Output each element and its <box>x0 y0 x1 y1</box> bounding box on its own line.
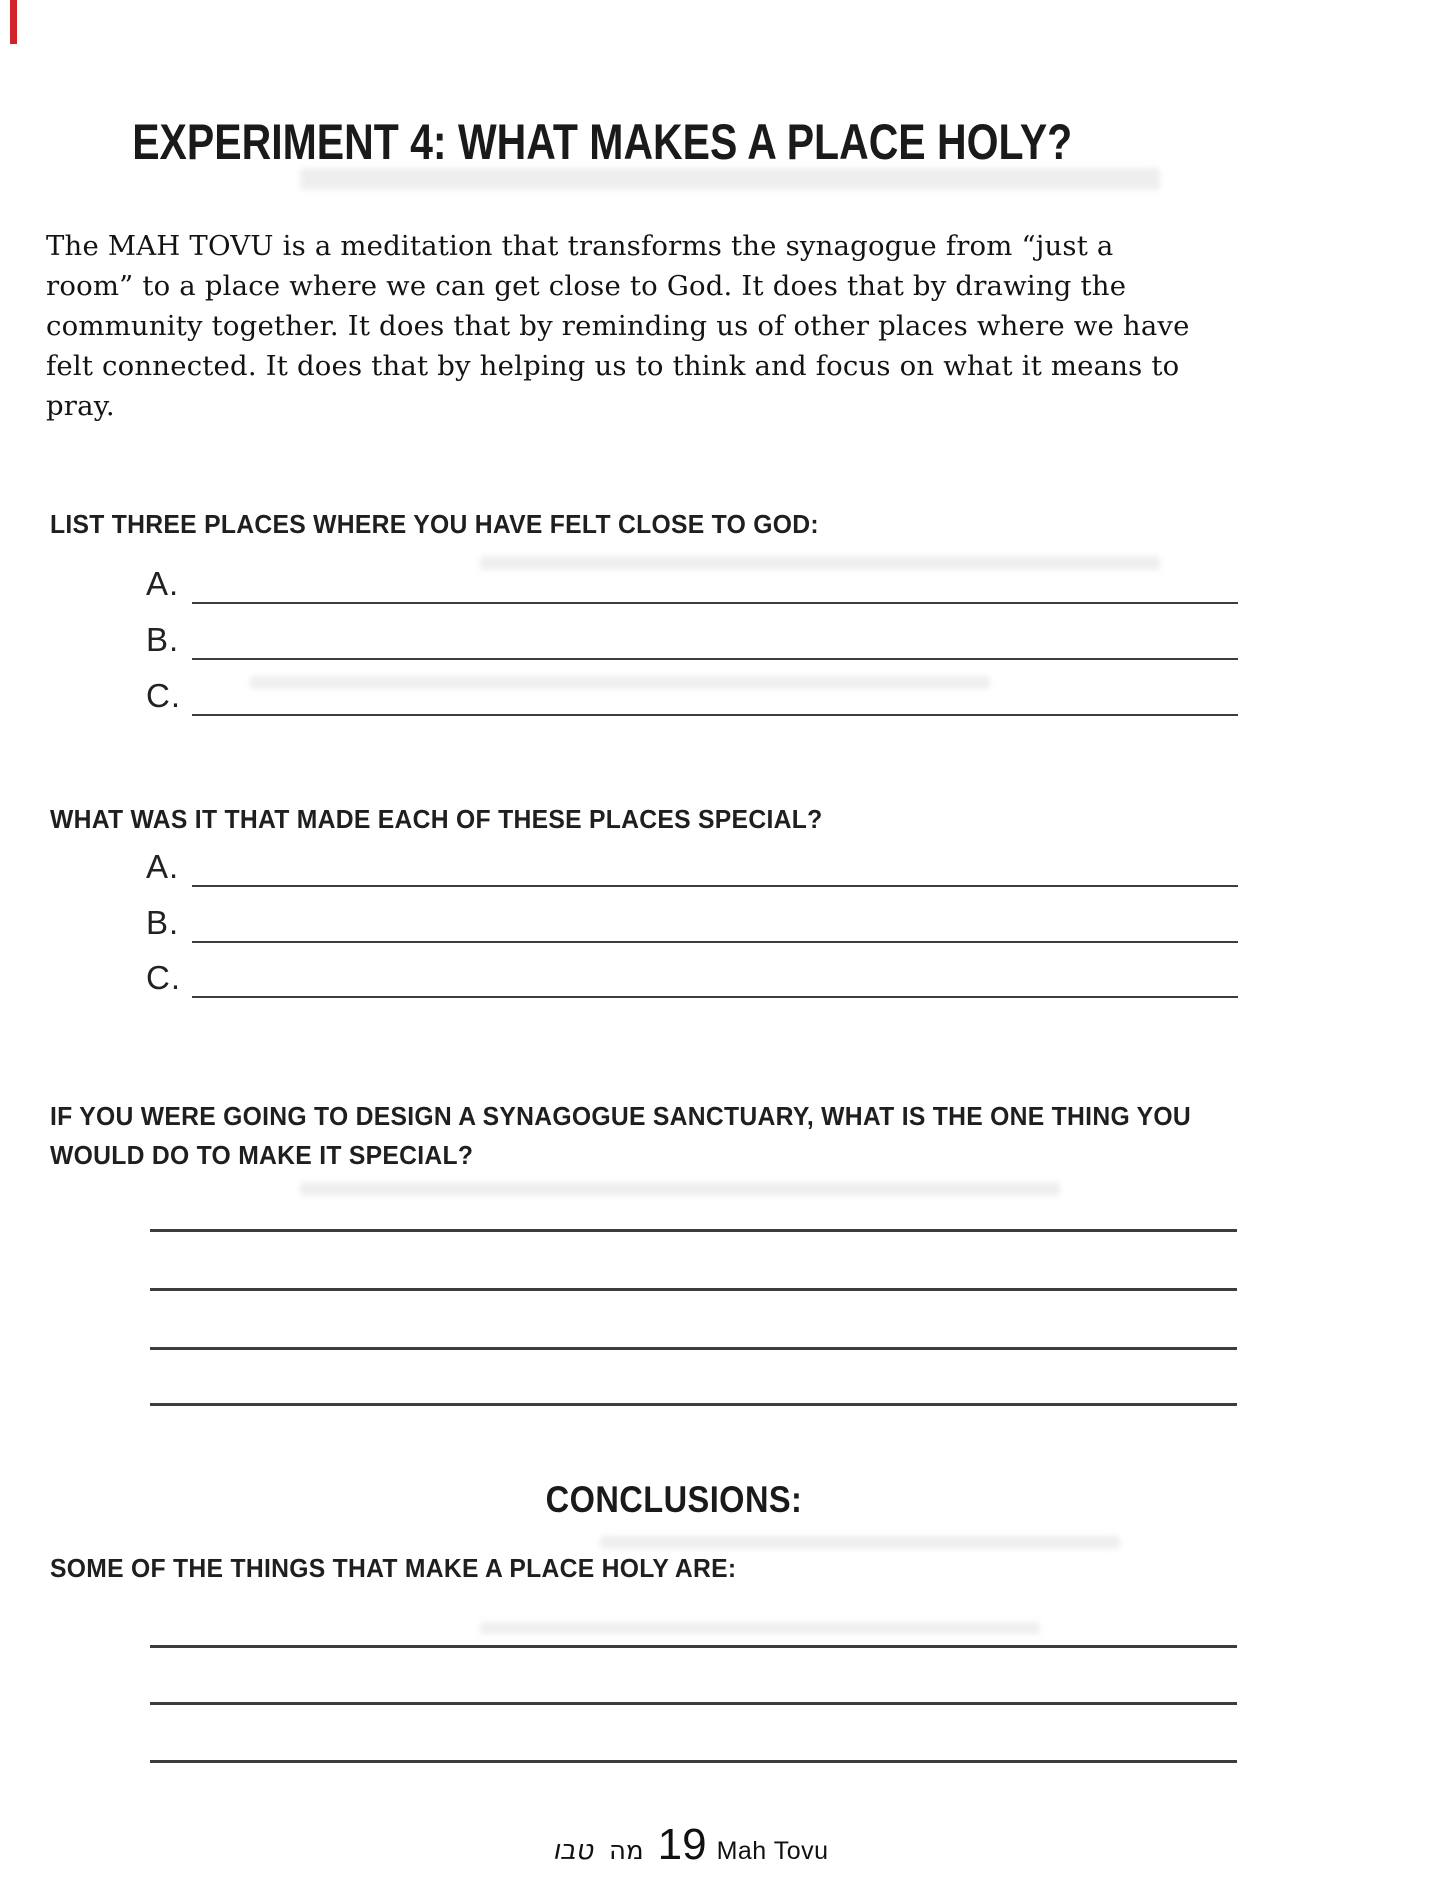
conclusions-heading: CONCLUSIONS: <box>545 1479 803 1520</box>
page-footer <box>0 1820 1413 1870</box>
footer-page-number: 19 <box>657 1820 707 1869</box>
section-heading-special: WHAT WAS IT THAT MADE EACH OF THESE PLACES SPECIAL? <box>50 804 823 834</box>
answer-row <box>146 841 1238 887</box>
blank-line <box>150 1229 1237 1232</box>
blank-line <box>150 1347 1237 1350</box>
answer-line <box>192 935 1238 943</box>
answer-line <box>192 596 1238 604</box>
intro-line: community together. It does that by reminding us of other places where we have <box>46 310 1190 342</box>
bleed-through-artifact <box>600 1536 1120 1549</box>
red-registration-mark <box>10 0 17 44</box>
intro-paragraph <box>46 226 1190 426</box>
section-heading-places: LIST THREE PLACES WHERE YOU HAVE FELT CLOSE TO GOD: <box>50 509 819 539</box>
answer-line <box>192 708 1238 716</box>
intro-line: room” to a place where we can get close to God. It does that by drawing the <box>46 270 1127 302</box>
answer-row <box>146 614 1238 660</box>
answer-label: B. <box>146 904 180 941</box>
bleed-through-artifact <box>300 168 1160 190</box>
page-title: EXPERIMENT 4: WHAT MAKES A PLACE HOLY? <box>132 114 1073 170</box>
answer-line <box>192 652 1238 660</box>
blank-line <box>150 1645 1237 1648</box>
intro-line: The MAH TOVU is a meditation that transforms the synagogue from “just a <box>46 230 1114 262</box>
footer-book-title: Mah Tovu <box>716 1837 829 1865</box>
answer-label: C. <box>146 677 181 714</box>
answer-row <box>146 897 1238 943</box>
conclusions-prompt: SOME OF THE THINGS THAT MAKE A PLACE HOLY ARE: <box>50 1553 737 1583</box>
answer-line <box>192 990 1238 998</box>
footer-hebrew-cursive: טבו <box>552 1835 593 1866</box>
footer-hebrew-word: מה <box>608 1836 644 1866</box>
answer-label: B. <box>146 621 180 658</box>
blank-line <box>150 1760 1237 1763</box>
bleed-through-artifact <box>480 1622 1040 1634</box>
answer-label: A. <box>146 848 180 885</box>
section-heading-design-line1: IF YOU WERE GOING TO DESIGN A SYNAGOGUE SANCTUARY, WHAT IS THE ONE THING YOU <box>50 1101 1192 1131</box>
answer-row <box>146 952 1238 998</box>
answer-row <box>146 670 1238 716</box>
answer-label: C. <box>146 959 181 996</box>
blank-line <box>150 1403 1237 1406</box>
intro-line: felt connected. It does that by helping us to think and focus on what it means to <box>46 350 1180 382</box>
intro-line: pray. <box>46 390 115 422</box>
bleed-through-artifact <box>300 1182 1060 1196</box>
answer-line <box>192 879 1238 887</box>
blank-line <box>150 1702 1237 1705</box>
answer-label: A. <box>146 565 180 602</box>
answer-row <box>146 558 1238 604</box>
section-heading-design-line2: WOULD DO TO MAKE IT SPECIAL? <box>50 1140 474 1170</box>
blank-line <box>150 1288 1237 1291</box>
